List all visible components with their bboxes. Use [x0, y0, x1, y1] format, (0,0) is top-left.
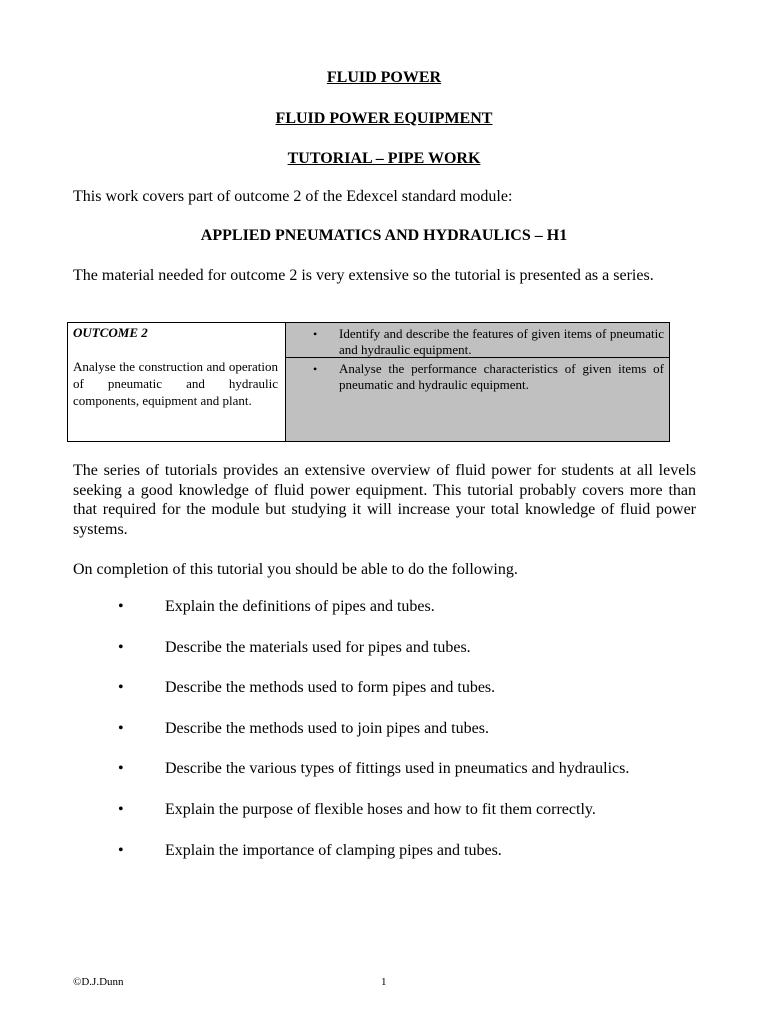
criteria-text: Analyse the performance characteristics of given items of pneumatic and hydraulic equipment.	[339, 361, 664, 392]
bullet-icon: •	[118, 760, 124, 778]
objective-text: Explain the importance of clamping pipes and tubes.	[165, 841, 502, 859]
list-item	[0, 679, 768, 720]
objectives-intro: On completion of this tutorial you should be able to do the following.	[73, 561, 518, 578]
list-item	[0, 801, 768, 842]
material-note-paragraph: The material needed for outcome 2 is very extensive so the tutorial is presented as a series.	[73, 267, 654, 284]
list-item	[0, 639, 768, 680]
list-item	[0, 598, 768, 639]
criteria-item	[286, 323, 669, 358]
objectives-list	[0, 598, 768, 882]
objective-text: Describe the methods used to form pipes and tubes.	[165, 679, 496, 697]
outcome-description: Analyse the construction and operation of pneumatic and hydraulic components, equipment and plant.	[73, 359, 278, 408]
bullet-icon: •	[118, 719, 124, 737]
bullet-icon: •	[118, 679, 124, 697]
bullet-icon: •	[118, 638, 124, 656]
criteria-item	[286, 358, 669, 441]
list-item	[0, 760, 768, 801]
outcome-table	[67, 322, 670, 442]
criteria-text: Identify and describe the features of given items of pneumatic and hydraulic equipment.	[339, 326, 664, 357]
module-title: APPLIED PNEUMATICS AND HYDRAULICS – H1	[200, 227, 568, 244]
page-number: 1	[381, 976, 387, 988]
overview-paragraph: The series of tutorials provides an extensive overview of fluid power for students at all levels seeking a good knowledge of fluid power equipment. This tutorial probably covers more than that required for the module but studying it will increase your total knowledge of fluid power systems.	[73, 462, 696, 538]
list-item	[0, 842, 768, 883]
bullet-icon: •	[118, 841, 124, 859]
criteria-cell	[286, 323, 669, 441]
bullet-icon: •	[118, 598, 124, 615]
subject-title: FLUID POWER	[326, 69, 442, 86]
topic-title: FLUID POWER EQUIPMENT	[275, 110, 493, 127]
bullet-icon: •	[118, 800, 124, 818]
objective-text: Describe the various types of fittings used in pneumatics and hydraulics.	[165, 760, 630, 778]
bullet-icon: •	[313, 362, 318, 376]
tutorial-title: TUTORIAL – PIPE WORK	[287, 150, 481, 167]
objective-text: Explain the definitions of pipes and tubes.	[165, 598, 435, 615]
objective-text: Describe the methods used to join pipes and tubes.	[165, 719, 489, 737]
outcome-title: OUTCOME 2	[73, 325, 148, 340]
outcome-cell	[68, 323, 286, 441]
list-item	[0, 720, 768, 761]
objective-text: Describe the materials used for pipes and tubes.	[165, 638, 471, 656]
bullet-icon: •	[313, 327, 318, 341]
objective-text: Explain the purpose of flexible hoses and how to fit them correctly.	[165, 800, 596, 818]
footer-author: ©D.J.Dunn	[73, 976, 124, 988]
intro-paragraph: This work covers part of outcome 2 of the Edexcel standard module:	[73, 188, 513, 205]
